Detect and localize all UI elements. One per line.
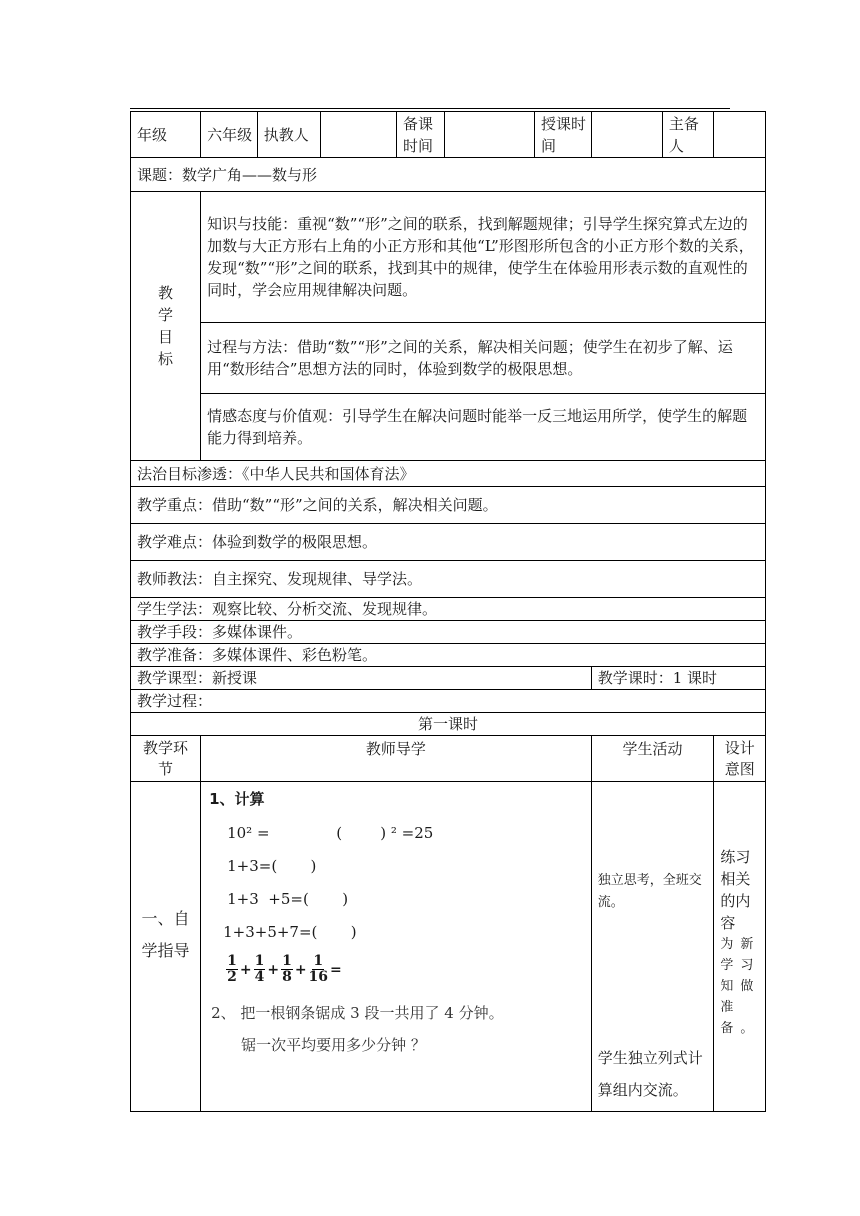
- lead-value: [714, 112, 766, 158]
- teacher-value: [320, 112, 396, 158]
- grade-value: 六年级: [201, 112, 258, 158]
- grade-label: 年级: [131, 112, 201, 158]
- header-row: [131, 112, 766, 158]
- teacher-label: 执教人: [257, 112, 320, 158]
- teach-time-value: [591, 112, 662, 158]
- question1-title: 1、计算: [209, 790, 265, 808]
- objective-process: 过程与方法：借助“数”“形”之间的关系，解决相关问题；使学生在初步了解、运用“数形结合”思想方法的同时，体验到数学的极限思想。: [201, 323, 766, 394]
- key-point: 教学重点：借助“数”“形”之间的关系，解决相关问题。: [131, 487, 766, 524]
- objective-knowledge: 知识与技能：重视“数”“形”之间的联系，找到解题规律；引导学生探究算式左边的加数与大正方形右上角的小正方形和其他“L”形图形所包含的小正方形个数的关系，发现“数”“形”之间的联系，找到其中的规律，使学生在体验用形表示数的直观性的同时，学会应用规律解决问题。: [201, 192, 766, 323]
- stage1-row: [131, 782, 766, 1112]
- fraction-4: $\frac{1}{16}$: [308, 953, 329, 985]
- lead-label: 主备人: [662, 112, 714, 158]
- equation-1: 10² = ( ) ² =25: [227, 824, 434, 842]
- col-student: 学生活动: [591, 736, 714, 782]
- learning-method: 学生学法：观察比较、分析交流、发现规律。: [131, 598, 766, 621]
- fraction-sum: $\frac{1}{2}$ + $\frac{1}{4}$ + $\frac{1}{8}$ + $\frac{1}{16}$ =: [227, 953, 342, 985]
- prep-time-label: 备课时间: [396, 112, 444, 158]
- stage1-student-activity: [591, 782, 714, 1112]
- fraction-2: $\frac{1}{4}$: [254, 953, 265, 985]
- topic: 课题：数学广角——数与形: [131, 158, 766, 192]
- fraction-1: $\frac{1}{2}$: [227, 953, 237, 985]
- col-design: 设计意图: [714, 736, 766, 782]
- question2: 2、 把一根钢条锯成 3 段一共用了 4 分钟。 锯一次平均要用多少分钟 ？: [211, 1004, 504, 1054]
- col-stage: 教学环节: [131, 736, 201, 782]
- lesson-plan-table: [130, 111, 766, 1112]
- lesson-hours: 教学课时：1 课时: [591, 667, 765, 690]
- objectives-label: 教 学 目 标: [131, 192, 201, 461]
- student-activity-2: 学生独立列式计算组内交流。: [597, 1049, 703, 1099]
- student-activity-1: 独立思考，全班交流。: [597, 873, 702, 910]
- stage1-teacher-guide: [201, 782, 592, 1112]
- prep-time-value: [445, 112, 535, 158]
- process-label: 教学过程：: [131, 690, 766, 713]
- objective-emotion: 情感态度与价值观：引导学生在解决问题时能举一反三地运用所学，使学生的解题能力得到培养。: [201, 394, 766, 461]
- difficulty: 教学难点：体验到数学的极限思想。: [131, 524, 766, 561]
- equation-4: 1+3+5+7=( ): [223, 923, 357, 941]
- teach-time-label: 授课时间: [535, 112, 592, 158]
- equation-3: 1+3 +5=( ): [227, 890, 349, 908]
- means: 教学手段：多媒体课件。: [131, 621, 766, 644]
- lesson-type: 教学课型：新授课: [131, 667, 592, 690]
- col-teacher: 教师导学: [201, 736, 592, 782]
- stage1-design-intent: 练习相关的内容 为新学习知做准备。: [714, 782, 766, 1112]
- teaching-method: 教师教法：自主探究、发现规律、导学法。: [131, 561, 766, 598]
- equation-2: 1+3=( ): [227, 857, 317, 875]
- period-title: 第一课时: [131, 713, 766, 736]
- fraction-3: $\frac{1}{8}$: [282, 953, 292, 985]
- preparation: 教学准备：多媒体课件、彩色粉笔。: [131, 644, 766, 667]
- column-header-row: [131, 736, 766, 782]
- header-rule: [130, 108, 730, 109]
- stage1-name: 一、自 学指导: [131, 782, 201, 1112]
- law-goal: 法治目标渗透：《中华人民共和国体育法》: [131, 461, 766, 487]
